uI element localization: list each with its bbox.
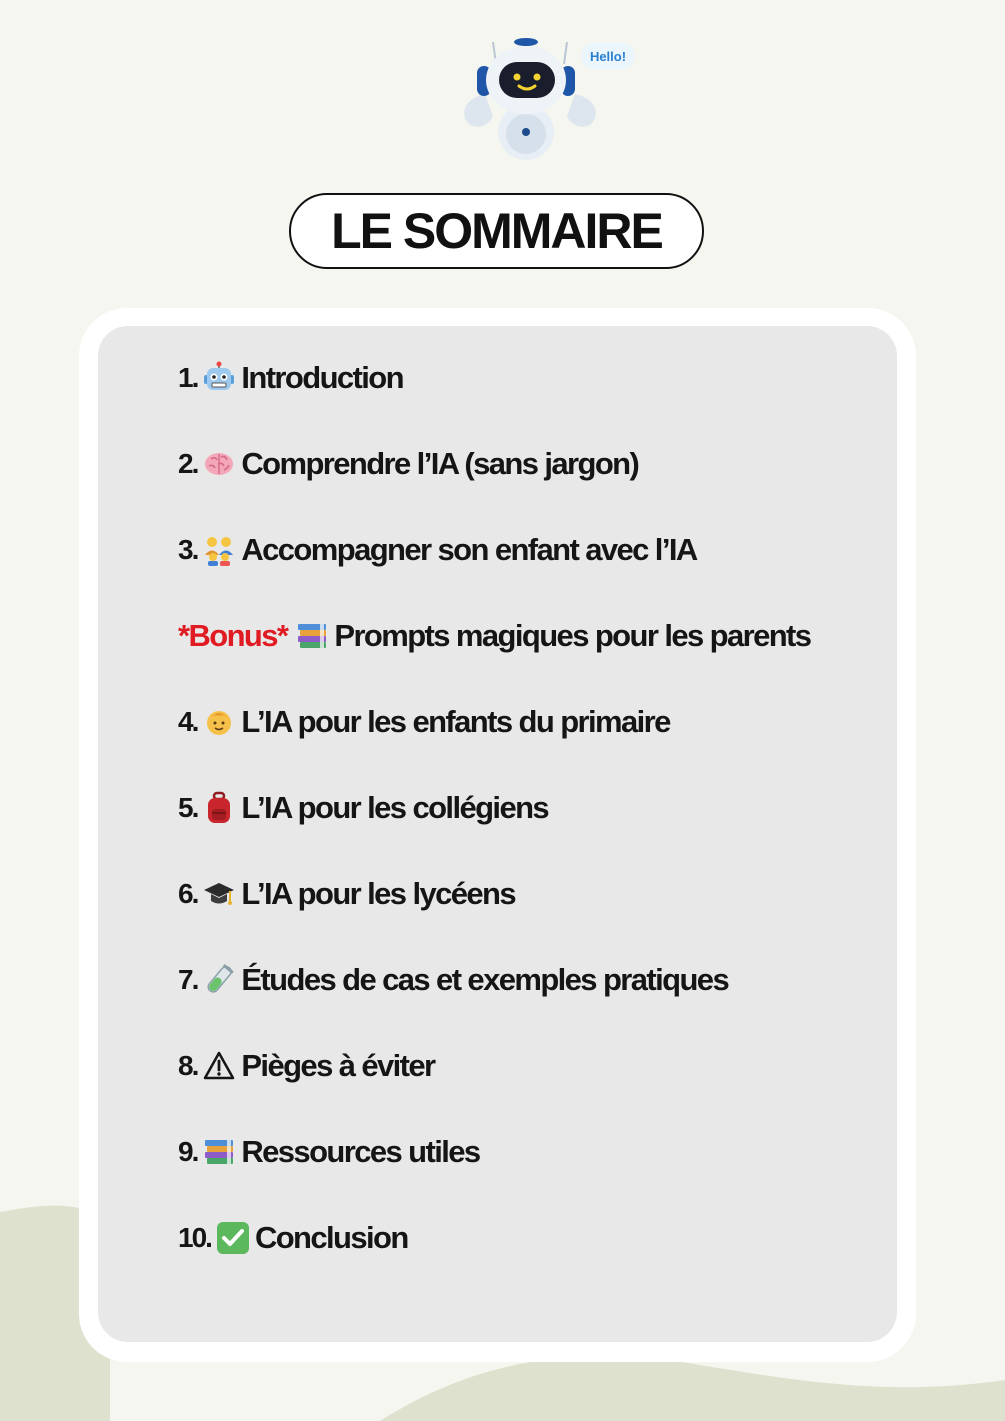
toc-item[interactable] xyxy=(178,616,810,656)
toc-item[interactable] xyxy=(178,960,728,1000)
toc-item-number: 10. xyxy=(178,1222,211,1253)
page-title: LE SOMMAIRE xyxy=(331,203,662,259)
toc-item-number: 5. xyxy=(178,792,198,823)
child-face-icon xyxy=(202,705,236,739)
toc-item[interactable] xyxy=(178,788,548,828)
toc-item-number: 1. xyxy=(178,362,198,393)
backpack-icon xyxy=(202,791,236,825)
toc-item-number: 3. xyxy=(178,534,198,565)
robot-face-icon xyxy=(202,361,236,395)
toc-item[interactable] xyxy=(178,702,670,742)
toc-item-label: Introduction xyxy=(241,360,403,395)
toc-item-number: 7. xyxy=(178,964,198,995)
brain-icon xyxy=(202,447,236,481)
page-title-box xyxy=(289,193,704,269)
toc-item-label: Études de cas et exemples pratiques xyxy=(241,962,729,997)
toc-item-label: L’IA pour les collégiens xyxy=(241,790,549,825)
books-icon xyxy=(202,1135,236,1169)
toc-item[interactable] xyxy=(178,530,697,570)
toc-item-number: 4. xyxy=(178,706,198,737)
toc-item-number: 9. xyxy=(178,1136,198,1167)
warning-icon xyxy=(202,1049,236,1083)
toc-item[interactable] xyxy=(178,1132,480,1172)
toc-item-label: L’IA pour les lycéens xyxy=(241,876,516,911)
toc-item-label: Accompagner son enfant avec l’IA xyxy=(241,532,697,567)
toc-item[interactable] xyxy=(178,444,638,484)
toc-item[interactable] xyxy=(178,1218,408,1258)
toc-item-label: Conclusion xyxy=(254,1220,408,1255)
toc-item[interactable] xyxy=(178,874,515,914)
toc-item[interactable] xyxy=(178,358,403,398)
toc-item-number: 2. xyxy=(178,448,198,479)
toc-item-number: 8. xyxy=(178,1050,198,1081)
check-mark-icon xyxy=(216,1221,250,1255)
toc-item-label: L’IA pour les enfants du primaire xyxy=(241,704,670,739)
toc-item-label: Pièges à éviter xyxy=(241,1048,435,1083)
toc-item-label: Comprendre l’IA (sans jargon) xyxy=(241,446,639,481)
graduation-cap-icon xyxy=(202,877,236,911)
books-icon xyxy=(295,619,329,653)
family-icon xyxy=(202,533,236,567)
toc-item-bonus-prefix: *Bonus* xyxy=(178,618,288,653)
test-tube-icon xyxy=(202,963,236,997)
toc-item-number: 6. xyxy=(178,878,198,909)
toc-item-label: Prompts magiques pour les parents xyxy=(334,618,811,653)
speech-bubble-text: Hello! xyxy=(589,48,627,64)
toc-item[interactable] xyxy=(178,1046,435,1086)
toc-item-label: Ressources utiles xyxy=(241,1134,480,1169)
